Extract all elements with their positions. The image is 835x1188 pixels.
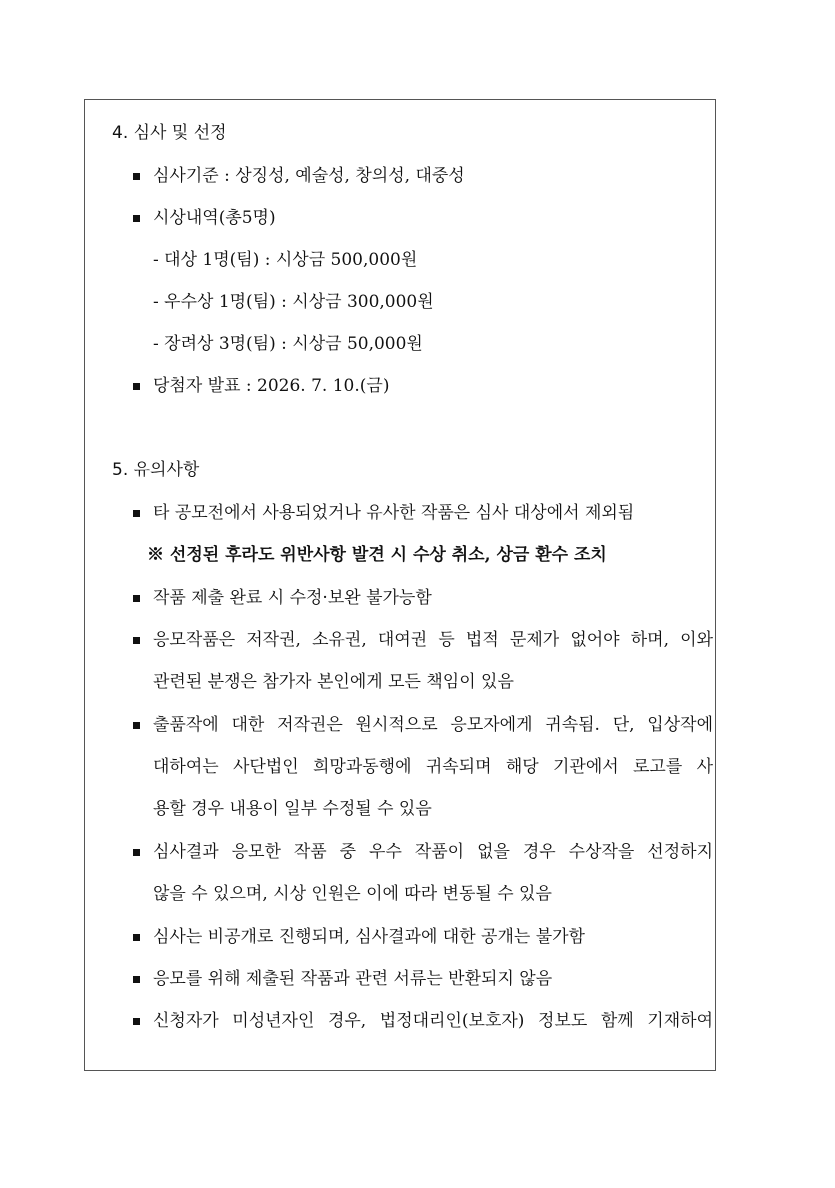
bullet-square-icon [133, 510, 140, 517]
notice-item-8: 신청자가 미성년자인 경우, 법정대리인(보호자) 정보도 함께 기재하여 [153, 1011, 713, 1031]
notice-item-7: 응모를 위해 제출된 작품과 관련 서류는 반환되지 않음 [153, 969, 553, 989]
section-4-heading: 4. 심사 및 선정 [112, 123, 227, 143]
bullet-square-icon [133, 637, 140, 644]
notice-item-2: 작품 제출 완료 시 수정·보완 불가능함 [153, 588, 432, 608]
awards-title: 시상내역(총5명) [153, 208, 276, 228]
bullet-square-icon [133, 976, 140, 983]
bullet-square-icon [133, 383, 140, 390]
notice-item-4-line-3: 용할 경우 내용이 일부 수정될 수 있음 [153, 799, 432, 819]
notice-item-6: 심사는 비공개로 진행되며, 심사결과에 대한 공개는 불가함 [153, 927, 585, 947]
notice-item-5-line-1: 심사결과 응모한 작품 중 우수 작품이 없을 경우 수상작을 선정하지 [153, 842, 713, 862]
section-5-heading: 5. 유의사항 [112, 460, 200, 480]
notice-warning: ※ 선정된 후라도 위반사항 발견 시 수상 취소, 상금 환수 조치 [147, 545, 607, 565]
award-item-grand: - 대상 1명(팀) : 시상금 500,000원 [153, 250, 418, 270]
bullet-square-icon [133, 173, 140, 180]
notice-item-1: 타 공모전에서 사용되었거나 유사한 작품은 심사 대상에서 제외됨 [153, 503, 635, 523]
bullet-square-icon [133, 1018, 140, 1025]
notice-item-3-line-2: 관련된 분쟁은 참가자 본인에게 모든 책임이 있음 [153, 672, 514, 692]
notice-item-4-line-2: 대하여는 사단법인 희망과동행에 귀속되며 해당 기관에서 로고를 사 [153, 757, 713, 777]
award-item-encouragement: - 장려상 3명(팀) : 시상금 50,000원 [153, 334, 423, 354]
bullet-square-icon [133, 722, 140, 729]
bullet-square-icon [133, 215, 140, 222]
bullet-square-icon [133, 595, 140, 602]
notice-item-5-line-2: 않을 수 있으며, 시상 인원은 이에 따라 변동될 수 있음 [153, 884, 552, 904]
bullet-square-icon [133, 849, 140, 856]
award-item-excellence: - 우수상 1명(팀) : 시상금 300,000원 [153, 292, 434, 312]
winner-announcement: 당첨자 발표 : 2026. 7. 10.(금) [153, 376, 390, 396]
judging-criteria: 심사기준 : 상징성, 예술성, 창의성, 대중성 [153, 166, 465, 186]
bullet-square-icon [133, 934, 140, 941]
notice-item-3-line-1: 응모작품은 저작권, 소유권, 대여권 등 법적 문제가 없어야 하며, 이와 [153, 630, 713, 650]
notice-item-4-line-1: 출품작에 대한 저작권은 원시적으로 응모자에게 귀속됨. 단, 입상작에 [153, 715, 713, 735]
